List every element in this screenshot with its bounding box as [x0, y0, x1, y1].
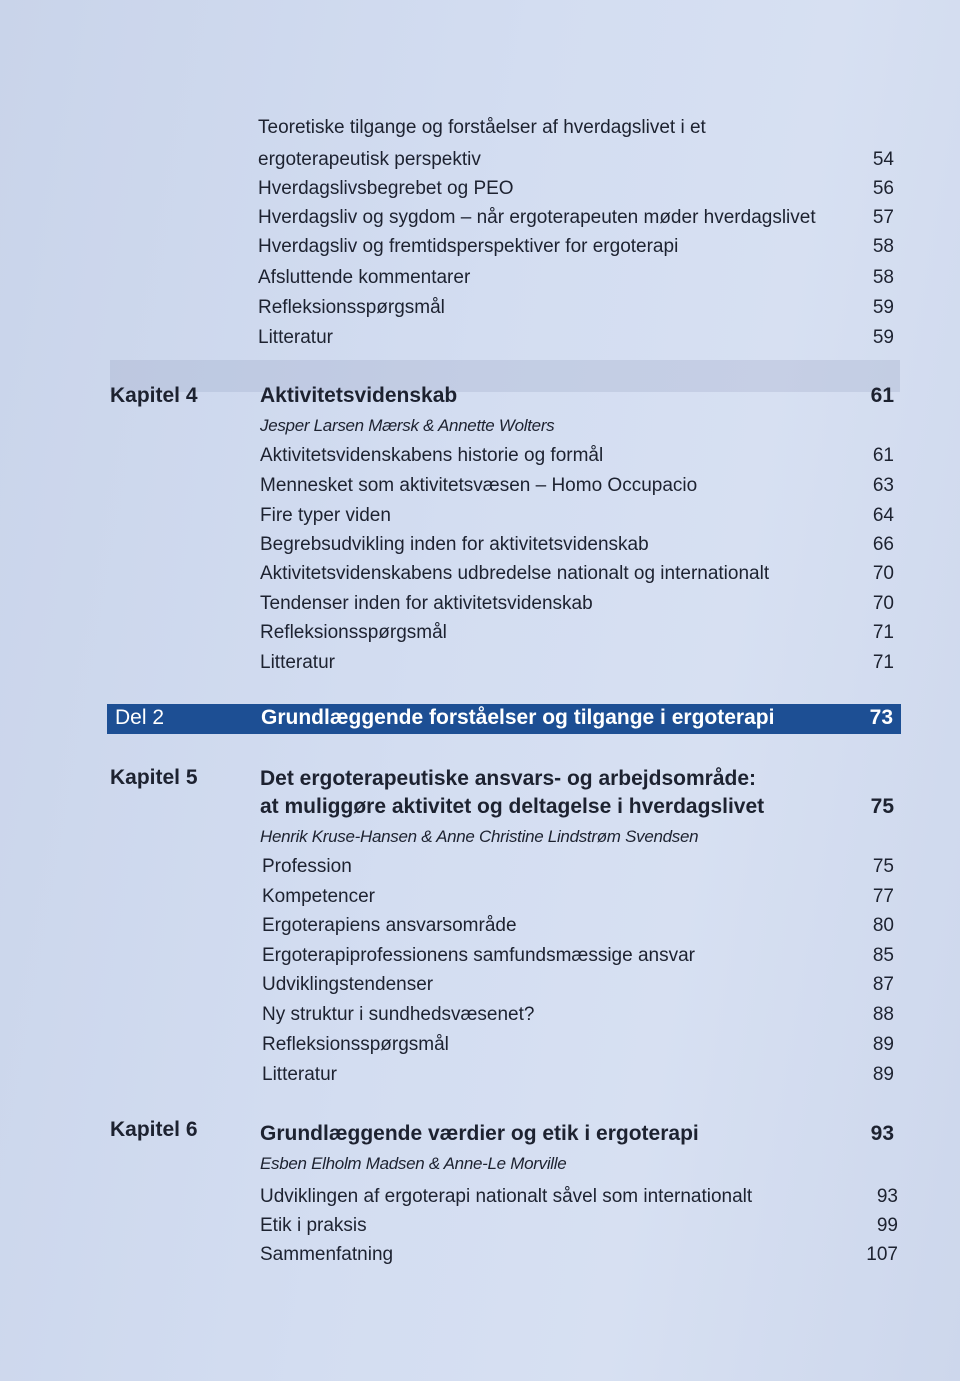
- toc-entry: [260, 1214, 898, 1238]
- toc-entry: [260, 592, 894, 616]
- toc-entry: [258, 148, 894, 172]
- part-page: 73: [869, 706, 893, 729]
- part-title: Grundlæggende forståelser og tilgange i ergoterapi: [261, 706, 775, 729]
- toc-entry: [260, 533, 894, 557]
- chapter-page: 93: [870, 1122, 894, 1145]
- entry-title: Ny struktur i sundhedsvæsenet?: [262, 1004, 535, 1025]
- toc-entry: [258, 235, 894, 259]
- chapter-page: 75: [870, 795, 894, 818]
- entry-title: Etik i praksis: [260, 1215, 367, 1236]
- chapter-title-text: Grundlæggende værdier og etik i ergoterapi: [260, 1122, 699, 1145]
- toc-entry: [262, 1063, 894, 1087]
- entry-page: 89: [872, 1064, 894, 1085]
- chapter-title-line: at muliggøre aktivitet og deltagelse i hverdagslivet: [260, 795, 765, 818]
- entry-page: 54: [872, 149, 894, 170]
- entry-title: Litteratur: [258, 327, 333, 348]
- toc-entry: [258, 266, 894, 290]
- entry-title: Hverdagslivsbegrebet og PEO: [258, 178, 514, 199]
- entry-page: 99: [876, 1215, 898, 1236]
- toc-entry: [262, 1033, 894, 1057]
- entry-page: 71: [872, 652, 894, 673]
- chapter-title-text: Aktivitetsvidenskab: [260, 384, 458, 407]
- chapter-label: Kapitel 4: [110, 384, 198, 407]
- entry-title: ergoterapeutisk perspektiv: [258, 149, 481, 170]
- entry-page: 58: [872, 236, 894, 257]
- entry-page: 58: [872, 267, 894, 288]
- entry-title: Tendenser inden for aktivitetsvidenskab: [260, 593, 593, 614]
- entry-title: Begrebsudvikling inden for aktivitetsvidenskab: [260, 534, 649, 555]
- entry-page: 87: [872, 974, 894, 995]
- chapter-title-line: Det ergoterapeutiske ansvars- og arbejdsområde:: [260, 767, 757, 790]
- toc-entry: [258, 177, 894, 201]
- entry-title: Hverdagsliv og fremtidsperspektiver for ergoterapi: [258, 236, 679, 257]
- chapter-authors: Esben Elholm Madsen & Anne-Le Morville: [260, 1154, 567, 1173]
- entry-page: 64: [872, 505, 894, 526]
- entry-page: 107: [866, 1244, 898, 1265]
- entry-title: Litteratur: [262, 1064, 337, 1085]
- chapter-label: Kapitel 5: [110, 766, 198, 789]
- entry-title: Afsluttende kommentarer: [258, 267, 471, 288]
- toc-entry: [262, 914, 894, 938]
- entry-page: 70: [872, 593, 894, 614]
- entry-page: 88: [872, 1004, 894, 1025]
- entry-page: 70: [872, 563, 894, 584]
- entry-title: Fire typer viden: [260, 505, 391, 526]
- toc-entry: [260, 1185, 898, 1209]
- chapter-authors: Jesper Larsen Mærsk & Annette Wolters: [260, 416, 555, 435]
- entry-title: Sammenfatning: [260, 1244, 394, 1265]
- chapter-title: [260, 1120, 894, 1148]
- entry-title: Ergoterapiprofessionens samfundsmæssige ansvar: [262, 945, 695, 966]
- entry-page: 63: [872, 475, 894, 496]
- entry-page: 59: [872, 297, 894, 318]
- entry-page: 85: [872, 945, 894, 966]
- entry-title: Hverdagsliv og sygdom – når ergoterapeuten møder hverdagslivet: [258, 207, 816, 228]
- entry-page: 57: [872, 207, 894, 228]
- entry-page: 89: [872, 1034, 894, 1055]
- entry-title: Refleksionsspørgsmål: [262, 1034, 449, 1055]
- entry-page: 75: [872, 856, 894, 877]
- toc-entry: [262, 855, 894, 879]
- entry-page: 80: [872, 915, 894, 936]
- chapter-page: 61: [870, 384, 894, 407]
- entry-title: Aktivitetsvidenskabens historie og formål: [260, 445, 604, 466]
- entry-title: Profession: [262, 856, 352, 877]
- entry-title: Aktivitetsvidenskabens udbredelse nationalt og internationalt: [260, 563, 770, 584]
- entry-title: Udviklingen af ergoterapi nationalt såvel som internationalt: [260, 1186, 753, 1207]
- chapter-label: Kapitel 6: [110, 1118, 198, 1141]
- entry-page: 61: [872, 445, 894, 466]
- entry-title: Litteratur: [260, 652, 335, 673]
- entry-page: 59: [872, 327, 894, 348]
- entry-title: Refleksionsspørgsmål: [258, 297, 445, 318]
- toc-entry: [260, 562, 894, 586]
- part-heading-bar: [107, 704, 901, 734]
- entry-title: Refleksionsspørgsmål: [260, 622, 447, 643]
- entry-page: 71: [872, 622, 894, 643]
- toc-entry: [258, 326, 894, 350]
- toc-entry: [258, 296, 894, 320]
- chapter-title: [260, 765, 894, 821]
- toc-entry: [260, 444, 894, 468]
- toc-entry: [260, 651, 894, 675]
- toc-entry: [258, 116, 894, 140]
- toc-entry: [262, 885, 894, 909]
- toc-entry: [260, 621, 894, 645]
- chapter-authors: Henrik Kruse-Hansen & Anne Christine Lindstrøm Svendsen: [260, 827, 699, 846]
- entry-page: 93: [876, 1186, 898, 1207]
- toc-entry: [262, 1003, 894, 1027]
- toc-entry: [258, 206, 894, 230]
- entry-page: 56: [872, 178, 894, 199]
- entry-title: Kompetencer: [262, 886, 376, 907]
- toc-entry: [262, 944, 894, 968]
- toc-entry: [260, 504, 894, 528]
- entry-title: Teoretiske tilgange og forståelser af hverdagslivet i et: [258, 117, 706, 138]
- entry-title: Ergoterapiens ansvarsområde: [262, 915, 517, 936]
- toc-entry: [260, 474, 894, 498]
- entry-page: 66: [872, 534, 894, 555]
- entry-page: 77: [872, 886, 894, 907]
- entry-title: Udviklingstendenser: [262, 974, 434, 995]
- toc-entry: [260, 1243, 898, 1267]
- toc-entry: [262, 973, 894, 997]
- chapter-title: [260, 382, 894, 410]
- part-label: Del 2: [115, 706, 165, 729]
- entry-title: Mennesket som aktivitetsvæsen – Homo Occupacio: [260, 475, 698, 496]
